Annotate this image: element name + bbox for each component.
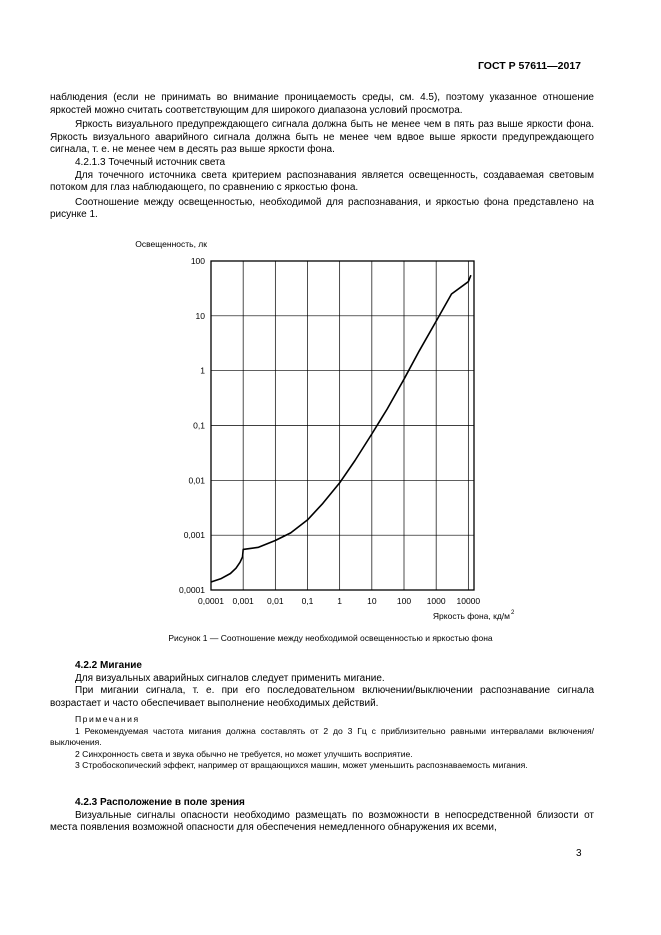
x-axis-label: Яркость фона, кд/м (432, 611, 510, 621)
figure-caption: Рисунок 1 — Соотношение между необходимой освещенностью и яркостью фона (168, 633, 493, 643)
note-1: 1 Рекомендуемая частота мигания должна составлять от 2 до 3 Гц с приблизительно равными интервалами включения/выключения. (50, 725, 594, 748)
x-tick-label: 0,1 (301, 596, 314, 606)
document-id: ГОСТ Р 57611—2017 (477, 60, 581, 72)
x-tick-label: 0,01 (267, 596, 284, 606)
x-tick-label: 1000 (426, 596, 446, 606)
y-tick-label: 0,001 (183, 530, 205, 541)
section-4-2-2-paragraph-2: При мигании сигнала, т. е. при его последовательном включении/выключении распознавание сигнала возрастает и часто обеспечивает выполнение необходимых действий. (50, 685, 594, 709)
subsection-4-2-1-3-heading: 4.2.1.3 Точечный источник света (75, 156, 226, 168)
section-4-2-2-heading: 4.2.2 Мигание (75, 660, 142, 671)
x-tick-label: 1 (337, 596, 343, 606)
illuminance-chart (0, 235, 661, 635)
x-tick-label: 0,0001 (198, 596, 224, 606)
y-tick-label: 10 (195, 310, 205, 321)
paragraph-2: Яркость визуального предупреждающего сигнала должна быть не менее чем в пять раз выше яркости фона. Яркость визуального аварийного сигнала должна быть не менее чем вдвое выше яркости предупреждающего сигнала, т. е. не менее чем в десять раз выше яркости фона. (50, 119, 594, 156)
section-4-2-3-paragraph-1: Визуальные сигналы опасности необходимо размещать по возможности в непосредственной близости от места появления возможной опасности для обеспечения немедленного обнаружения их всеми, (50, 809, 594, 834)
y-tick-label: 0,0001 (179, 585, 205, 595)
top-text-block (50, 92, 594, 222)
note-2: 2 Синхронность света и звука обычно не требуется, но может улучшить восприятие. (75, 748, 413, 759)
x-tick-label: 10000 (456, 596, 481, 606)
paragraph-3: Для точечного источника света критерием распознавания является освещенность, создаваемая световым потоком для глаз наблюдающего, по сравнению с яркостью фона. (50, 169, 594, 194)
y-axis-label: Освещенность, лк (135, 239, 207, 249)
section-4-2-2 (50, 660, 594, 772)
x-tick-label: 100 (396, 596, 412, 606)
y-tick-label: 1 (200, 365, 205, 376)
note-3: 3 Стробоскопический эффект, например от вращающихся машин, может уменьшить распознаваемость мигания. (75, 760, 528, 771)
section-4-2-2-paragraph-1: Для визуальных аварийных сигналов следует применить мигание. (75, 672, 385, 684)
section-4-2-3 (50, 797, 594, 835)
x-tick-label: 0,001 (232, 596, 254, 606)
page-number: 3 (576, 848, 582, 859)
paragraph-1: наблюдения (если не принимать во внимание проницаемость среды, см. 4.5), поэтому указанное отношение яркостей можно считать соответствующим для широкого диапазона условий просмотра. (50, 92, 594, 116)
notes-title: Примечания (75, 714, 140, 725)
x-tick-label: 10 (367, 596, 377, 606)
section-4-2-3-heading: 4.2.3 Расположение в поле зрения (75, 797, 245, 808)
y-tick-label: 0,1 (193, 420, 205, 431)
y-tick-label: 100 (190, 256, 205, 266)
series-line (211, 275, 471, 582)
y-tick-label: 0,01 (188, 475, 205, 486)
x-axis-label-superscript: 2 (511, 610, 515, 616)
paragraph-4: Соотношение между освещенностью, необходимой для распознавания, и яркостью фона представлено на рисунке 1. (50, 196, 594, 221)
